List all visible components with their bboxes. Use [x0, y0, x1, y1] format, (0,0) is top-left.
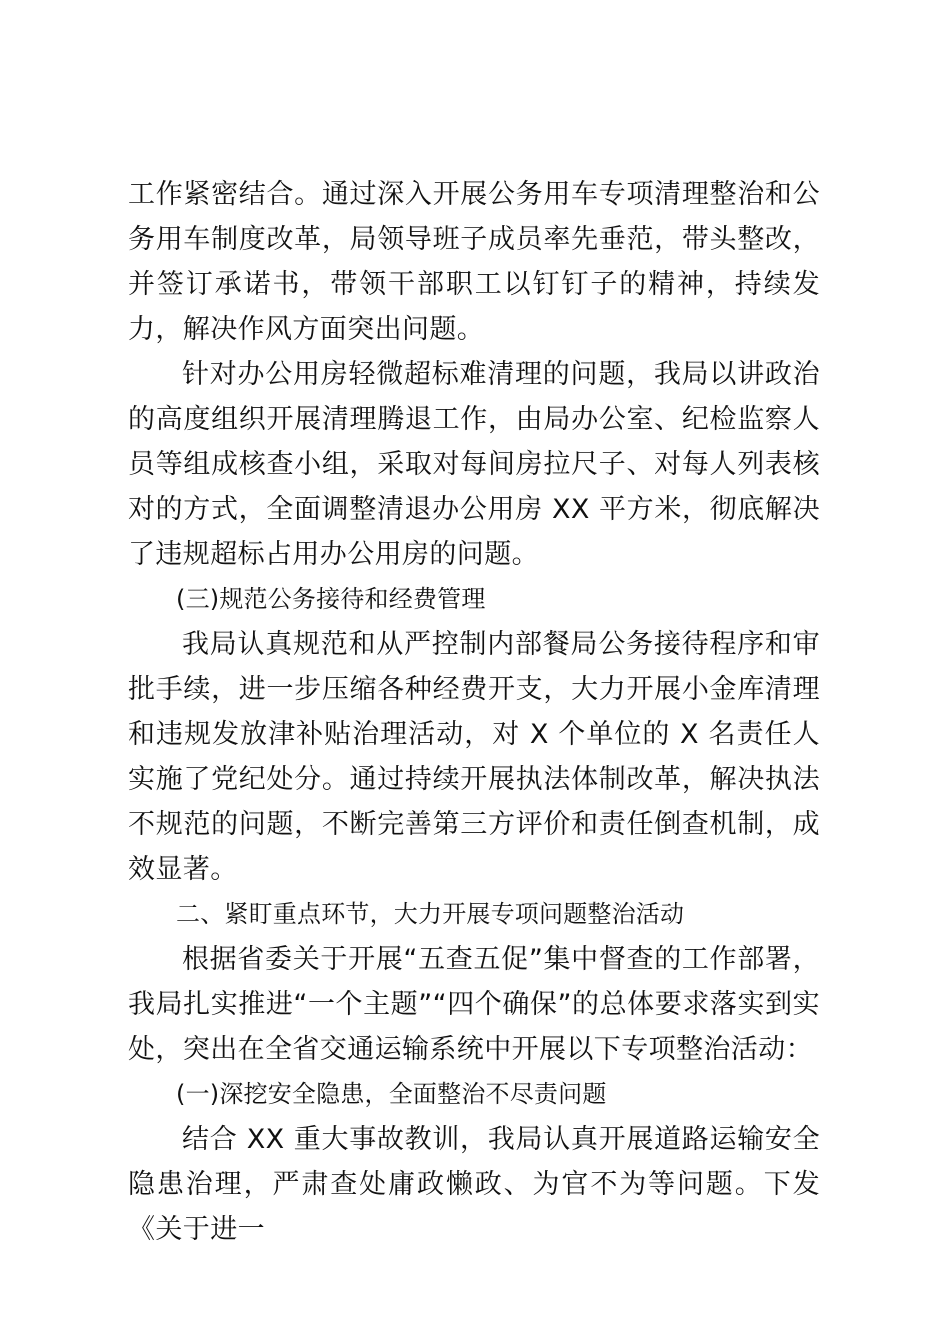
document-body [128, 172, 820, 1252]
paragraph-continuation: 工作紧密结合。通过深入开展公务用车专项清理整治和公务用车制度改革，局领导班子成员率先垂范，带头整改，并签订承诺书，带领干部职工以钉钉子的精神，持续发力，解决作风方面突出问题。 [128, 179, 820, 345]
paragraph-accident-lessons: 结合 XX 重大事故教训，我局认真开展道路运输安全隐患治理，严肃查处庸政懒政、为官不为等问题。下发《关于进一 [128, 1124, 820, 1245]
section-heading-safety-hazards: (一)深挖安全隐患，全面整治不尽责问题 [176, 1080, 607, 1108]
paragraph-reception-funds: 我局认真规范和从严控制内部餐局公务接待程序和审批手续，进一步压缩各种经费开支，大力开展小金库清理和违规发放津补贴治理活动，对 X 个单位的 X 名责任人实施了党纪处分。通过持续开展执法体制改革，解决执法不规范的问题，不断完善第三方评价和责任倒查机制，成效显著。 [128, 629, 820, 885]
section-heading-reception: (三)规范公务接待和经费管理 [176, 585, 486, 613]
paragraph-office-housing: 针对办公用房轻微超标难清理的问题，我局以讲政治的高度组织开展清理腾退工作，由局办公室、纪检监察人员等组成核查小组，采取对每间房拉尺子、对每人列表核对的方式，全面调整清退办公用房 XX 平方米，彻底解决了违规超标占用办公用房的问题。 [128, 359, 820, 570]
paragraph-inspection-deployment: 根据省委关于开展“五查五促”集中督查的工作部署，我局扎实推进“一个主题”“四个确保”的总体要求落实到实处，突出在全省交通运输系统中开展以下专项整治活动： [128, 944, 820, 1065]
section-heading-special-rectification: 二、紧盯重点环节，大力开展专项问题整治活动 [176, 900, 685, 928]
